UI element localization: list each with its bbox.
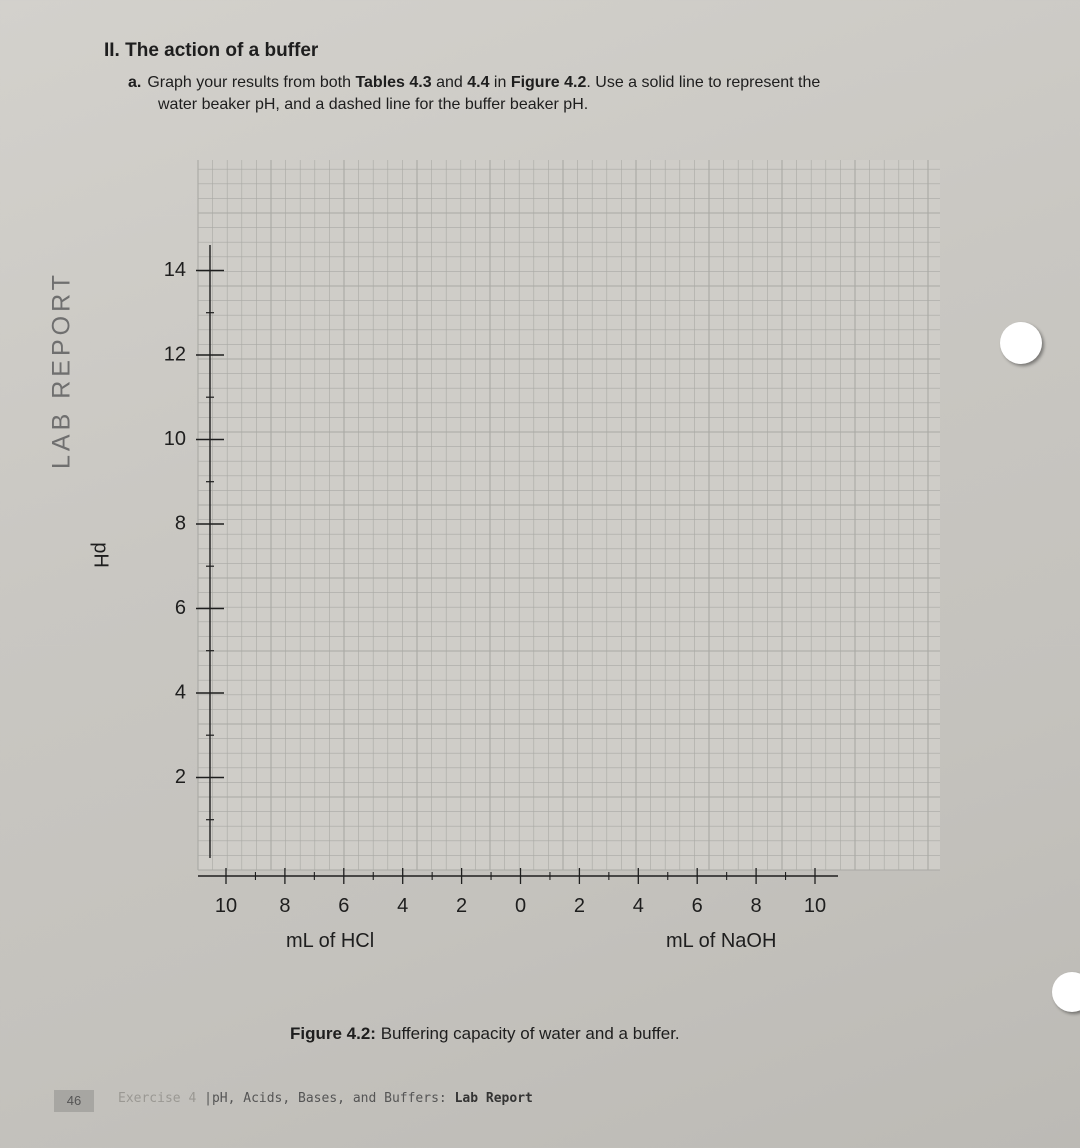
x-tick-label: 10 bbox=[803, 895, 827, 917]
instruction-bold: Figure 4.2 bbox=[510, 74, 587, 91]
x-axis-label-naoh: mL of NaOH bbox=[666, 930, 777, 952]
question-marker: a. bbox=[128, 74, 142, 91]
y-tick-label: 12 bbox=[163, 343, 186, 366]
graph-paper-area[interactable] bbox=[198, 160, 940, 870]
x-tick-label: 0 bbox=[514, 895, 527, 917]
figure-caption-text: Buffering capacity of water and a buffer. bbox=[375, 1024, 680, 1043]
y-tick-label: 2 bbox=[174, 765, 186, 788]
x-tick-label: 6 bbox=[338, 895, 350, 917]
x-tick-label: 4 bbox=[632, 895, 644, 917]
instruction-bold: Tables 4.3 bbox=[355, 74, 432, 91]
instruction-fragment: . Use a solid line to represent the bbox=[586, 74, 821, 91]
x-axis-label-hcl: mL of HCl bbox=[286, 930, 375, 952]
figure-caption bbox=[290, 1024, 680, 1044]
footer-separator: | bbox=[204, 1091, 212, 1106]
section-heading: II. The action of a buffer bbox=[104, 40, 319, 61]
running-footer bbox=[118, 1091, 533, 1106]
y-tick-label: 14 bbox=[163, 258, 186, 281]
footer-report: Lab Report bbox=[454, 1091, 533, 1106]
figure-label: Figure 4.2: bbox=[290, 1024, 376, 1043]
page-number: 46 bbox=[54, 1090, 94, 1112]
x-tick-label: 6 bbox=[691, 895, 703, 917]
y-axis-label: pH bbox=[89, 542, 112, 568]
lab-report-side-tab: LAB REPORT bbox=[47, 271, 76, 469]
y-tick-label: 10 bbox=[163, 427, 186, 450]
binder-hole-top bbox=[1000, 322, 1042, 364]
y-tick-label: 8 bbox=[174, 512, 186, 535]
instruction-line-2: water beaker pH, and a dashed line for the buffer beaker pH. bbox=[158, 96, 589, 113]
x-tick-label: 8 bbox=[279, 895, 291, 917]
x-tick-label: 8 bbox=[750, 895, 762, 917]
x-tick-label: 2 bbox=[456, 895, 468, 917]
y-tick-label: 4 bbox=[174, 681, 186, 704]
x-tick-label: 10 bbox=[214, 895, 238, 917]
y-tick-label: 6 bbox=[174, 596, 186, 619]
instruction-fragment: Graph your results from both bbox=[147, 74, 356, 91]
instruction-fragment: in bbox=[489, 74, 511, 91]
x-tick-label: 2 bbox=[573, 895, 585, 917]
instruction-bold: 4.4 bbox=[467, 74, 490, 91]
footer-title: pH, Acids, Bases, and Buffers: bbox=[211, 1091, 447, 1106]
footer-exercise: Exercise 4 bbox=[118, 1091, 197, 1106]
instruction-fragment: and bbox=[431, 74, 468, 91]
x-tick-label: 4 bbox=[397, 895, 409, 917]
